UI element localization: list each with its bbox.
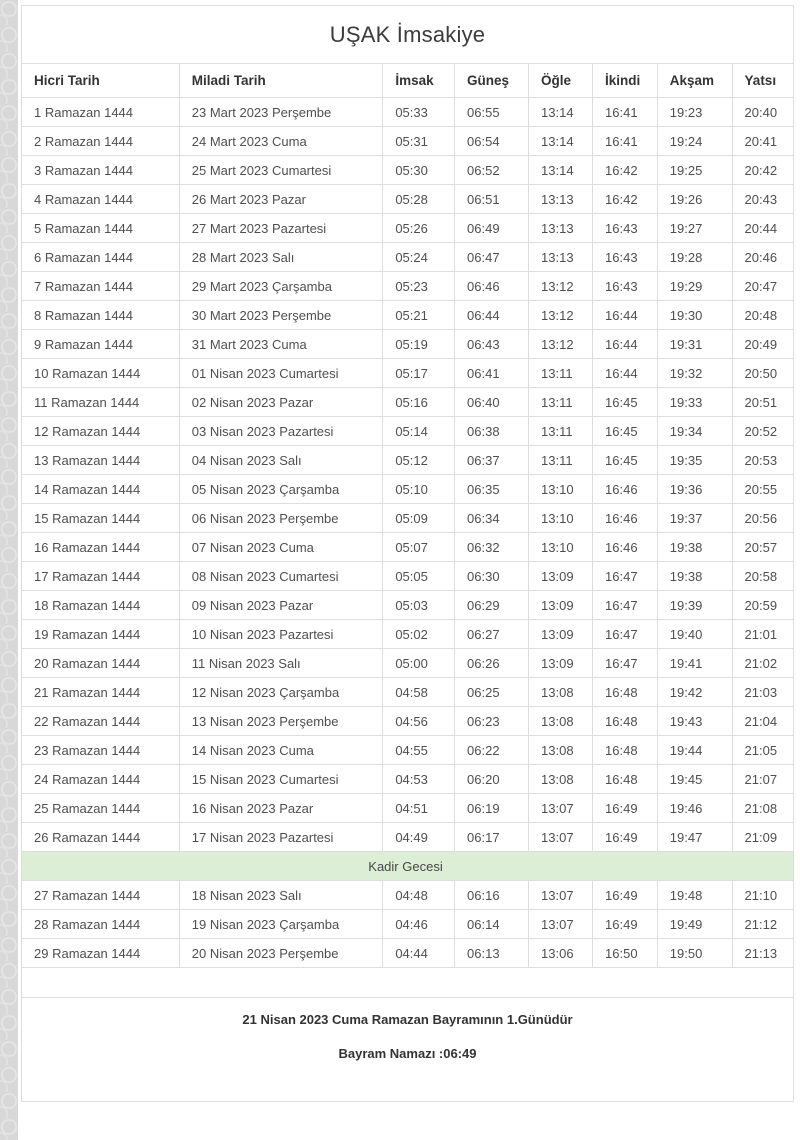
cell-miladi-tarih: 29 Mart 2023 Çarşamba: [179, 272, 383, 301]
cell-yatsi: 20:57: [732, 533, 793, 562]
cell-miladi-tarih: 11 Nisan 2023 Salı: [179, 649, 383, 678]
cell-ikindi: 16:48: [593, 678, 658, 707]
cell-aksam: 19:31: [657, 330, 732, 359]
cell-aksam: 19:44: [657, 736, 732, 765]
kadir-gecesi-row: [22, 852, 793, 881]
cell-gunes: 06:27: [455, 620, 529, 649]
cell-gunes: 06:34: [455, 504, 529, 533]
cell-imsak: 05:17: [383, 359, 455, 388]
cell-miladi-tarih: 31 Mart 2023 Cuma: [179, 330, 383, 359]
cell-ikindi: 16:49: [593, 794, 658, 823]
table-row: [22, 562, 793, 591]
cell-aksam: 19:38: [657, 533, 732, 562]
cell-aksam: 19:37: [657, 504, 732, 533]
cell-imsak: 05:16: [383, 388, 455, 417]
table-row: [22, 591, 793, 620]
cell-gunes: 06:32: [455, 533, 529, 562]
cell-imsak: 05:21: [383, 301, 455, 330]
cell-miladi-tarih: 10 Nisan 2023 Pazartesi: [179, 620, 383, 649]
cell-ogle: 13:10: [529, 533, 593, 562]
cell-gunes: 06:20: [455, 765, 529, 794]
cell-hicri-tarih: 27 Ramazan 1444: [22, 881, 179, 910]
cell-yatsi: 20:52: [732, 417, 793, 446]
cell-aksam: 19:45: [657, 765, 732, 794]
cell-imsak: 04:48: [383, 881, 455, 910]
cell-ikindi: 16:45: [593, 388, 658, 417]
cell-gunes: 06:51: [455, 185, 529, 214]
cell-hicri-tarih: 16 Ramazan 1444: [22, 533, 179, 562]
cell-yatsi: 21:12: [732, 910, 793, 939]
cell-ikindi: 16:49: [593, 881, 658, 910]
table-row: [22, 388, 793, 417]
cell-ikindi: 16:42: [593, 185, 658, 214]
column-header-yatsi: Yatsı: [732, 64, 793, 98]
table-row: [22, 330, 793, 359]
cell-ikindi: 16:48: [593, 707, 658, 736]
cell-gunes: 06:26: [455, 649, 529, 678]
cell-aksam: 19:26: [657, 185, 732, 214]
cell-hicri-tarih: 17 Ramazan 1444: [22, 562, 179, 591]
cell-ikindi: 16:49: [593, 823, 658, 852]
cell-aksam: 19:47: [657, 823, 732, 852]
cell-ikindi: 16:48: [593, 765, 658, 794]
cell-ogle: 13:07: [529, 881, 593, 910]
cell-imsak: 05:23: [383, 272, 455, 301]
cell-ogle: 13:08: [529, 765, 593, 794]
table-row: [22, 214, 793, 243]
cell-gunes: 06:54: [455, 127, 529, 156]
cell-ikindi: 16:49: [593, 910, 658, 939]
cell-imsak: 05:30: [383, 156, 455, 185]
cell-yatsi: 21:04: [732, 707, 793, 736]
column-header-ogle: Öğle: [529, 64, 593, 98]
cell-ogle: 13:09: [529, 562, 593, 591]
cell-ogle: 13:14: [529, 156, 593, 185]
cell-yatsi: 20:44: [732, 214, 793, 243]
cell-miladi-tarih: 12 Nisan 2023 Çarşamba: [179, 678, 383, 707]
cell-gunes: 06:22: [455, 736, 529, 765]
cell-imsak: 05:05: [383, 562, 455, 591]
cell-miladi-tarih: 04 Nisan 2023 Salı: [179, 446, 383, 475]
prayer-times-table: [22, 63, 793, 968]
cell-ikindi: 16:45: [593, 417, 658, 446]
cell-hicri-tarih: 23 Ramazan 1444: [22, 736, 179, 765]
cell-ogle: 13:13: [529, 185, 593, 214]
cell-hicri-tarih: 24 Ramazan 1444: [22, 765, 179, 794]
cell-miladi-tarih: 28 Mart 2023 Salı: [179, 243, 383, 272]
cell-miladi-tarih: 25 Mart 2023 Cumartesi: [179, 156, 383, 185]
cell-yatsi: 20:59: [732, 591, 793, 620]
cell-imsak: 04:44: [383, 939, 455, 968]
cell-yatsi: 21:01: [732, 620, 793, 649]
cell-imsak: 04:55: [383, 736, 455, 765]
cell-miladi-tarih: 23 Mart 2023 Perşembe: [179, 98, 383, 127]
cell-yatsi: 20:53: [732, 446, 793, 475]
table-row: [22, 156, 793, 185]
cell-hicri-tarih: 13 Ramazan 1444: [22, 446, 179, 475]
cell-ikindi: 16:41: [593, 98, 658, 127]
cell-gunes: 06:14: [455, 910, 529, 939]
cell-hicri-tarih: 18 Ramazan 1444: [22, 591, 179, 620]
table-row: [22, 98, 793, 127]
cell-hicri-tarih: 28 Ramazan 1444: [22, 910, 179, 939]
cell-ikindi: 16:46: [593, 533, 658, 562]
cell-gunes: 06:55: [455, 98, 529, 127]
cell-ikindi: 16:45: [593, 446, 658, 475]
cell-ikindi: 16:47: [593, 649, 658, 678]
table-row: [22, 939, 793, 968]
cell-hicri-tarih: 6 Ramazan 1444: [22, 243, 179, 272]
cell-ogle: 13:07: [529, 823, 593, 852]
cell-ogle: 13:08: [529, 736, 593, 765]
cell-yatsi: 20:49: [732, 330, 793, 359]
cell-aksam: 19:32: [657, 359, 732, 388]
cell-hicri-tarih: 2 Ramazan 1444: [22, 127, 179, 156]
table-header-row: [22, 64, 793, 98]
cell-hicri-tarih: 12 Ramazan 1444: [22, 417, 179, 446]
cell-ikindi: 16:43: [593, 214, 658, 243]
cell-imsak: 04:58: [383, 678, 455, 707]
cell-miladi-tarih: 15 Nisan 2023 Cumartesi: [179, 765, 383, 794]
cell-yatsi: 21:03: [732, 678, 793, 707]
cell-miladi-tarih: 16 Nisan 2023 Pazar: [179, 794, 383, 823]
cell-ogle: 13:09: [529, 649, 593, 678]
bayram-prayer-time-note: Bayram Namazı :06:49: [338, 1046, 477, 1061]
cell-aksam: 19:48: [657, 881, 732, 910]
cell-gunes: 06:52: [455, 156, 529, 185]
cell-aksam: 19:35: [657, 446, 732, 475]
cell-aksam: 19:25: [657, 156, 732, 185]
cell-imsak: 04:53: [383, 765, 455, 794]
cell-yatsi: 21:09: [732, 823, 793, 852]
column-header-hicri-tarih: Hicri Tarih: [22, 64, 179, 98]
column-header-imsak: İmsak: [383, 64, 455, 98]
table-row: [22, 707, 793, 736]
cell-aksam: 19:38: [657, 562, 732, 591]
cell-miladi-tarih: 02 Nisan 2023 Pazar: [179, 388, 383, 417]
cell-ogle: 13:14: [529, 98, 593, 127]
cell-imsak: 05:31: [383, 127, 455, 156]
cell-ikindi: 16:41: [593, 127, 658, 156]
cell-yatsi: 21:08: [732, 794, 793, 823]
cell-gunes: 06:13: [455, 939, 529, 968]
cell-ogle: 13:07: [529, 910, 593, 939]
table-row: [22, 504, 793, 533]
cell-ogle: 13:06: [529, 939, 593, 968]
cell-miladi-tarih: 26 Mart 2023 Pazar: [179, 185, 383, 214]
imsakiye-card: [21, 5, 794, 1102]
cell-aksam: 19:39: [657, 591, 732, 620]
cell-yatsi: 20:48: [732, 301, 793, 330]
cell-hicri-tarih: 20 Ramazan 1444: [22, 649, 179, 678]
table-row: [22, 794, 793, 823]
cell-yatsi: 21:05: [732, 736, 793, 765]
column-header-aksam: Akşam: [657, 64, 732, 98]
cell-yatsi: 20:47: [732, 272, 793, 301]
cell-ogle: 13:13: [529, 214, 593, 243]
cell-aksam: 19:49: [657, 910, 732, 939]
cell-miladi-tarih: 01 Nisan 2023 Cumartesi: [179, 359, 383, 388]
cell-ikindi: 16:47: [593, 620, 658, 649]
cell-gunes: 06:35: [455, 475, 529, 504]
cell-hicri-tarih: 22 Ramazan 1444: [22, 707, 179, 736]
cell-miladi-tarih: 19 Nisan 2023 Çarşamba: [179, 910, 383, 939]
cell-miladi-tarih: 09 Nisan 2023 Pazar: [179, 591, 383, 620]
cell-ogle: 13:11: [529, 359, 593, 388]
cell-yatsi: 21:07: [732, 765, 793, 794]
cell-aksam: 19:23: [657, 98, 732, 127]
column-header-miladi-tarih: Miladi Tarih: [179, 64, 383, 98]
cell-hicri-tarih: 21 Ramazan 1444: [22, 678, 179, 707]
cell-miladi-tarih: 18 Nisan 2023 Salı: [179, 881, 383, 910]
cell-hicri-tarih: 3 Ramazan 1444: [22, 156, 179, 185]
cell-yatsi: 21:02: [732, 649, 793, 678]
cell-miladi-tarih: 30 Mart 2023 Perşembe: [179, 301, 383, 330]
cell-hicri-tarih: 10 Ramazan 1444: [22, 359, 179, 388]
cell-miladi-tarih: 24 Mart 2023 Cuma: [179, 127, 383, 156]
cell-yatsi: 20:56: [732, 504, 793, 533]
cell-imsak: 04:51: [383, 794, 455, 823]
table-row: [22, 765, 793, 794]
table-row: [22, 678, 793, 707]
cell-miladi-tarih: 06 Nisan 2023 Perşembe: [179, 504, 383, 533]
cell-ikindi: 16:48: [593, 736, 658, 765]
cell-hicri-tarih: 1 Ramazan 1444: [22, 98, 179, 127]
cell-aksam: 19:36: [657, 475, 732, 504]
cell-ogle: 13:12: [529, 301, 593, 330]
cell-miladi-tarih: 08 Nisan 2023 Cumartesi: [179, 562, 383, 591]
cell-yatsi: 20:46: [732, 243, 793, 272]
cell-imsak: 05:28: [383, 185, 455, 214]
cell-yatsi: 20:42: [732, 156, 793, 185]
cell-yatsi: 20:51: [732, 388, 793, 417]
page-title: UŞAK İmsakiye: [329, 21, 486, 47]
cell-imsak: 05:09: [383, 504, 455, 533]
table-row: [22, 301, 793, 330]
table-row: [22, 823, 793, 852]
bayram-day-note: 21 Nisan 2023 Cuma Ramazan Bayramının 1.Günüdür: [242, 1012, 573, 1027]
cell-gunes: 06:41: [455, 359, 529, 388]
cell-hicri-tarih: 26 Ramazan 1444: [22, 823, 179, 852]
cell-gunes: 06:38: [455, 417, 529, 446]
cell-ogle: 13:08: [529, 707, 593, 736]
cell-yatsi: 20:41: [732, 127, 793, 156]
cell-ogle: 13:09: [529, 591, 593, 620]
table-bottom-spacer: [22, 968, 793, 998]
cell-hicri-tarih: 9 Ramazan 1444: [22, 330, 179, 359]
cell-ikindi: 16:43: [593, 272, 658, 301]
kadir-gecesi-label: Kadir Gecesi: [22, 852, 793, 881]
cell-miladi-tarih: 17 Nisan 2023 Pazartesi: [179, 823, 383, 852]
table-row: [22, 359, 793, 388]
cell-hicri-tarih: 29 Ramazan 1444: [22, 939, 179, 968]
cell-aksam: 19:40: [657, 620, 732, 649]
cell-ogle: 13:09: [529, 620, 593, 649]
cell-gunes: 06:17: [455, 823, 529, 852]
cell-hicri-tarih: 8 Ramazan 1444: [22, 301, 179, 330]
cell-yatsi: 20:50: [732, 359, 793, 388]
cell-hicri-tarih: 25 Ramazan 1444: [22, 794, 179, 823]
cell-gunes: 06:44: [455, 301, 529, 330]
table-row: [22, 620, 793, 649]
table-row: [22, 649, 793, 678]
cell-imsak: 05:07: [383, 533, 455, 562]
table-row: [22, 417, 793, 446]
cell-aksam: 19:33: [657, 388, 732, 417]
cell-imsak: 05:24: [383, 243, 455, 272]
cell-imsak: 05:02: [383, 620, 455, 649]
cell-imsak: 05:12: [383, 446, 455, 475]
cell-hicri-tarih: 7 Ramazan 1444: [22, 272, 179, 301]
cell-ikindi: 16:44: [593, 330, 658, 359]
cell-imsak: 05:10: [383, 475, 455, 504]
cell-ogle: 13:11: [529, 417, 593, 446]
cell-aksam: 19:41: [657, 649, 732, 678]
cell-imsak: 04:46: [383, 910, 455, 939]
cell-imsak: 04:49: [383, 823, 455, 852]
cell-aksam: 19:24: [657, 127, 732, 156]
table-row: [22, 127, 793, 156]
cell-gunes: 06:37: [455, 446, 529, 475]
cell-aksam: 19:50: [657, 939, 732, 968]
cell-hicri-tarih: 11 Ramazan 1444: [22, 388, 179, 417]
cell-gunes: 06:19: [455, 794, 529, 823]
cell-ogle: 13:14: [529, 127, 593, 156]
cell-aksam: 19:43: [657, 707, 732, 736]
table-row: [22, 243, 793, 272]
table-row: [22, 533, 793, 562]
cell-ikindi: 16:43: [593, 243, 658, 272]
table-body: [22, 98, 793, 968]
column-header-gunes: Güneş: [455, 64, 529, 98]
cell-miladi-tarih: 27 Mart 2023 Pazartesi: [179, 214, 383, 243]
table-row: [22, 272, 793, 301]
cell-ikindi: 16:47: [593, 591, 658, 620]
cell-aksam: 19:27: [657, 214, 732, 243]
page-background-pattern: [0, 0, 18, 1140]
cell-ogle: 13:11: [529, 388, 593, 417]
cell-yatsi: 20:55: [732, 475, 793, 504]
cell-gunes: 06:30: [455, 562, 529, 591]
cell-gunes: 06:29: [455, 591, 529, 620]
cell-yatsi: 20:40: [732, 98, 793, 127]
cell-ogle: 13:12: [529, 330, 593, 359]
cell-ogle: 13:13: [529, 243, 593, 272]
cell-miladi-tarih: 20 Nisan 2023 Perşembe: [179, 939, 383, 968]
cell-hicri-tarih: 5 Ramazan 1444: [22, 214, 179, 243]
cell-gunes: 06:46: [455, 272, 529, 301]
cell-miladi-tarih: 07 Nisan 2023 Cuma: [179, 533, 383, 562]
table-row: [22, 446, 793, 475]
cell-ikindi: 16:44: [593, 359, 658, 388]
cell-hicri-tarih: 19 Ramazan 1444: [22, 620, 179, 649]
cell-aksam: 19:46: [657, 794, 732, 823]
cell-miladi-tarih: 14 Nisan 2023 Cuma: [179, 736, 383, 765]
cell-aksam: 19:29: [657, 272, 732, 301]
cell-imsak: 05:33: [383, 98, 455, 127]
cell-ikindi: 16:50: [593, 939, 658, 968]
cell-aksam: 19:30: [657, 301, 732, 330]
cell-imsak: 05:14: [383, 417, 455, 446]
table-row: [22, 881, 793, 910]
cell-imsak: 05:26: [383, 214, 455, 243]
cell-yatsi: 21:13: [732, 939, 793, 968]
cell-gunes: 06:40: [455, 388, 529, 417]
cell-aksam: 19:42: [657, 678, 732, 707]
cell-hicri-tarih: 15 Ramazan 1444: [22, 504, 179, 533]
cell-gunes: 06:43: [455, 330, 529, 359]
cell-ogle: 13:10: [529, 504, 593, 533]
cell-miladi-tarih: 13 Nisan 2023 Perşembe: [179, 707, 383, 736]
cell-gunes: 06:25: [455, 678, 529, 707]
cell-gunes: 06:49: [455, 214, 529, 243]
cell-miladi-tarih: 05 Nisan 2023 Çarşamba: [179, 475, 383, 504]
cell-yatsi: 20:43: [732, 185, 793, 214]
cell-ikindi: 16:46: [593, 475, 658, 504]
table-row: [22, 736, 793, 765]
cell-miladi-tarih: 03 Nisan 2023 Pazartesi: [179, 417, 383, 446]
cell-ogle: 13:10: [529, 475, 593, 504]
cell-gunes: 06:16: [455, 881, 529, 910]
cell-ikindi: 16:42: [593, 156, 658, 185]
cell-yatsi: 20:58: [732, 562, 793, 591]
cell-yatsi: 21:10: [732, 881, 793, 910]
cell-ikindi: 16:44: [593, 301, 658, 330]
cell-gunes: 06:47: [455, 243, 529, 272]
cell-imsak: 05:03: [383, 591, 455, 620]
cell-ogle: 13:07: [529, 794, 593, 823]
cell-aksam: 19:28: [657, 243, 732, 272]
table-row: [22, 185, 793, 214]
cell-aksam: 19:34: [657, 417, 732, 446]
table-row: [22, 475, 793, 504]
table-row: [22, 910, 793, 939]
cell-ogle: 13:08: [529, 678, 593, 707]
cell-ikindi: 16:47: [593, 562, 658, 591]
cell-gunes: 06:23: [455, 707, 529, 736]
cell-ogle: 13:12: [529, 272, 593, 301]
cell-imsak: 04:56: [383, 707, 455, 736]
column-header-ikindi: İkindi: [593, 64, 658, 98]
cell-ogle: 13:11: [529, 446, 593, 475]
cell-imsak: 05:00: [383, 649, 455, 678]
cell-imsak: 05:19: [383, 330, 455, 359]
cell-hicri-tarih: 4 Ramazan 1444: [22, 185, 179, 214]
cell-ikindi: 16:46: [593, 504, 658, 533]
cell-hicri-tarih: 14 Ramazan 1444: [22, 475, 179, 504]
